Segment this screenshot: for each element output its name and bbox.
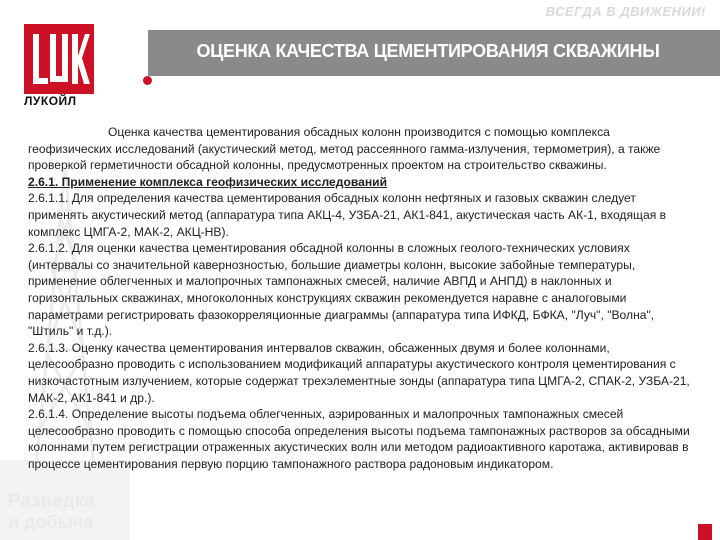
paragraph-2-6-1-1: 2.6.1.1. Для определения качества цементирования обсадных колонн нефтяных и газовых скважин следует применять акустический метод (аппаратура типа АКЦ-4, УЗБА-21, АК1-841, акустическая часть АК-1, входящая в комплекс ЦМГА-2, МАК-2, АКЦ-НВ). <box>28 191 667 239</box>
slogan: ВСЕГДА В ДВИЖЕНИИ! <box>545 4 706 19</box>
lukoil-logo <box>24 24 94 94</box>
corner-accent-bar <box>698 524 712 540</box>
paragraph-2-6-1-3: 2.6.1.3. Оценку качества цементирования интервалов скважин, обсаженных двумя и более колоннами, целесообразно проводить с использованием модификаций аппаратуры акустического контроля цементирования с низкочастотным излучением, которые содержат трехэлементные зонды (аппаратура типа ЦМГА-2, СПАК-2, УЗБА-21, МАК-2, АК1-841 и др.). <box>28 340 690 405</box>
intro-paragraph: Оценка качества цементирования обсадных колонн производится с помощью комплекса геофизических исследований (акустический метод, метод рассеянного гамма-излучения, термометрия), а также проверкой герметичности обсадной колонны, предусмотренных проектом на строительство скважины. <box>28 125 661 173</box>
paragraph-2-6-1-2: 2.6.1.2. Для оценки качества цементирования обсадной колонны в сложных геолого-технических условиях (интервалы со значительной кавернозностью, большие диаметры колонн, высокие забойные температуры, применение облегченных и малопрочных тампонажных смесей, наличие АВПД и АНПД) в наклонных и горизонтальных скважинах, многоколонных конструкциях скважин рекомендуется наравне с аналоговыми параметрами регистрировать фазокорреляционные диаграммы (аппаратура типа ИФКД, БФКА, "Луч", "Волна", "Штиль" и т.д.). <box>28 241 655 339</box>
watermark-line2: и добыча <box>8 512 94 532</box>
logo-text: ЛУКОЙЛ <box>24 94 77 108</box>
watermark-line1: Разведка <box>8 491 95 512</box>
accent-dot <box>143 76 152 85</box>
page-title: ОЦЕНКА КАЧЕСТВА ЦЕМЕНТИРОВАНИЯ СКВАЖИНЫ <box>196 41 660 61</box>
document-body <box>28 124 692 472</box>
division-watermark <box>8 492 95 532</box>
paragraph-2-6-1-4: 2.6.1.4. Определение высоты подъема облегченных, аэрированных и малопрочных тампонажных смесей целесообразно проводить с помощью способа определения высоты подъема тампонажных растворов за обсадными колоннами путем регистрации отраженных акустических волн или методом радиоактивного каротажа, активировав в процессе цементирования первую порцию тампонажного раствора радоновым индикатором. <box>28 407 690 471</box>
section-heading: 2.6.1. Применение комплекса геофизических исследований <box>28 174 388 189</box>
